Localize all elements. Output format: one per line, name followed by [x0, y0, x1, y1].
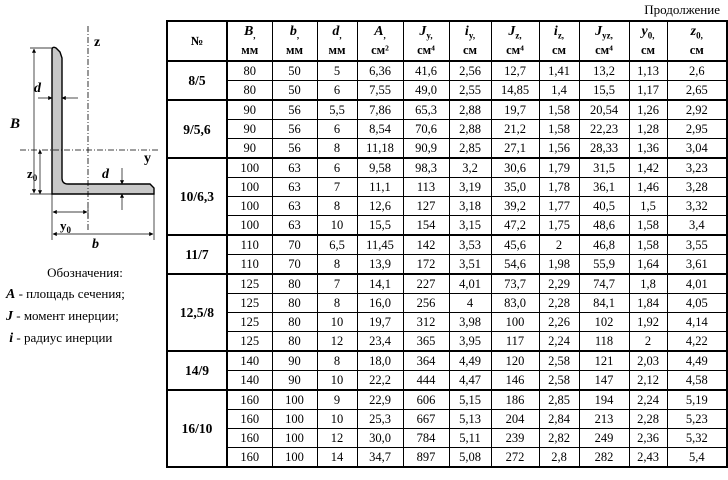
- table-row: [167, 139, 727, 159]
- table-cell: 1,58: [539, 120, 579, 139]
- legend-item-inertia: J - момент инерции;: [6, 308, 119, 324]
- table-cell: 56: [272, 139, 317, 159]
- table-row: [167, 448, 727, 468]
- column-header: $b_,$ мм: [272, 21, 317, 61]
- table-cell: 13,9: [357, 255, 403, 275]
- table-row: [167, 313, 727, 332]
- table-cell: 6: [317, 120, 357, 139]
- table-cell: 90,9: [403, 139, 449, 159]
- table-cell: 2,29: [539, 274, 579, 294]
- table-cell: 256: [403, 294, 449, 313]
- table-cell: 4,14: [667, 313, 727, 332]
- table-cell: 100: [272, 410, 317, 429]
- table-cell: 2,58: [539, 371, 579, 391]
- table-cell: 15,5: [579, 81, 629, 101]
- table-cell: 1,77: [539, 197, 579, 216]
- table-cell: 3,51: [449, 255, 491, 275]
- table-cell: 90: [227, 139, 272, 159]
- profile-number-cell: 16/10: [167, 390, 227, 467]
- table-row: [167, 197, 727, 216]
- legend-title: Обозначения:: [47, 265, 123, 280]
- table-cell: 4,01: [667, 274, 727, 294]
- column-header: $A_,$ см²: [357, 21, 403, 61]
- table-cell: 140: [227, 371, 272, 391]
- table-cell: 249: [579, 429, 629, 448]
- profile-number-cell: 11/7: [167, 235, 227, 274]
- y-axis-label: y: [144, 151, 151, 166]
- table-cell: 20,54: [579, 100, 629, 120]
- table-cell: 2,85: [539, 390, 579, 410]
- table-cell: 12,6: [357, 197, 403, 216]
- table-cell: 100: [227, 197, 272, 216]
- table-cell: 8: [317, 255, 357, 275]
- table-cell: 113: [403, 178, 449, 197]
- table-cell: 10: [317, 313, 357, 332]
- table-cell: 4,22: [667, 332, 727, 352]
- table-cell: 63: [272, 216, 317, 236]
- table-cell: 5: [317, 61, 357, 81]
- table-cell: 2,82: [539, 429, 579, 448]
- table-cell: 84,1: [579, 294, 629, 313]
- table-cell: 120: [491, 351, 539, 371]
- table-cell: 14,85: [491, 81, 539, 101]
- table-row: [167, 81, 727, 101]
- table-cell: 11,18: [357, 139, 403, 159]
- table-cell: 6,5: [317, 235, 357, 255]
- table-cell: 35,0: [491, 178, 539, 197]
- table-cell: 11,45: [357, 235, 403, 255]
- table-cell: 98,3: [403, 158, 449, 178]
- profile-number-cell: 10/6,3: [167, 158, 227, 235]
- table-cell: 312: [403, 313, 449, 332]
- table-cell: 117: [491, 332, 539, 352]
- table-cell: 3,4: [667, 216, 727, 236]
- table-cell: 36,1: [579, 178, 629, 197]
- table-row: [167, 158, 727, 178]
- table-row: [167, 294, 727, 313]
- table-cell: 125: [227, 294, 272, 313]
- table-cell: 28,33: [579, 139, 629, 159]
- table-cell: 2,26: [539, 313, 579, 332]
- table-cell: 2,84: [539, 410, 579, 429]
- table-cell: 65,3: [403, 100, 449, 120]
- table-cell: 1,84: [629, 294, 667, 313]
- table-cell: 4,47: [449, 371, 491, 391]
- table-cell: 30,6: [491, 158, 539, 178]
- table-cell: 47,2: [491, 216, 539, 236]
- table-cell: 80: [227, 81, 272, 101]
- table-cell: 1,46: [629, 178, 667, 197]
- column-header: №: [167, 21, 227, 61]
- table-cell: 2,92: [667, 100, 727, 120]
- table-cell: 55,9: [579, 255, 629, 275]
- table-cell: 2,12: [629, 371, 667, 391]
- table-cell: 1,8: [629, 274, 667, 294]
- table-cell: 5,19: [667, 390, 727, 410]
- table-cell: 3,53: [449, 235, 491, 255]
- table-cell: 444: [403, 371, 449, 391]
- table-cell: 239: [491, 429, 539, 448]
- column-header: $J_{yz,}$ см⁴: [579, 21, 629, 61]
- table-cell: 80: [272, 313, 317, 332]
- table-cell: 2,88: [449, 120, 491, 139]
- table-cell: 10: [317, 410, 357, 429]
- table-cell: 172: [403, 255, 449, 275]
- table-cell: 1,64: [629, 255, 667, 275]
- table-row: [167, 429, 727, 448]
- table-cell: 110: [227, 255, 272, 275]
- table-cell: 8: [317, 294, 357, 313]
- table-cell: 54,6: [491, 255, 539, 275]
- table-cell: 5,5: [317, 100, 357, 120]
- table-cell: 56: [272, 120, 317, 139]
- table-cell: 90: [272, 351, 317, 371]
- table-cell: 3,23: [667, 158, 727, 178]
- table-cell: 31,5: [579, 158, 629, 178]
- table-cell: 160: [227, 448, 272, 468]
- table-cell: 48,6: [579, 216, 629, 236]
- table-cell: 4,58: [667, 371, 727, 391]
- table-cell: 110: [227, 235, 272, 255]
- table-cell: 1,26: [629, 100, 667, 120]
- profile-number-cell: 14/9: [167, 351, 227, 390]
- table-row: [167, 235, 727, 255]
- table-cell: 140: [227, 351, 272, 371]
- table-cell: 272: [491, 448, 539, 468]
- table-cell: 2,36: [629, 429, 667, 448]
- table-cell: 15,5: [357, 216, 403, 236]
- table-row: [167, 255, 727, 275]
- table-cell: 5,13: [449, 410, 491, 429]
- column-header: $J_{y,}$ см⁴: [403, 21, 449, 61]
- table-row: [167, 274, 727, 294]
- table-cell: 194: [579, 390, 629, 410]
- table-cell: 2,58: [539, 351, 579, 371]
- table-cell: 4: [449, 294, 491, 313]
- table-cell: 2,28: [539, 294, 579, 313]
- table-row: [167, 390, 727, 410]
- table-cell: 5,23: [667, 410, 727, 429]
- table-cell: 125: [227, 313, 272, 332]
- table-cell: 213: [579, 410, 629, 429]
- table-cell: 3,98: [449, 313, 491, 332]
- table-cell: 1,58: [629, 216, 667, 236]
- table-cell: 22,9: [357, 390, 403, 410]
- z0-label: $z_0$: [27, 166, 38, 183]
- table-cell: 2,55: [449, 81, 491, 101]
- table-cell: 63: [272, 197, 317, 216]
- column-header: $i_{y,}$ см: [449, 21, 491, 61]
- table-cell: 90: [272, 371, 317, 391]
- table-cell: 186: [491, 390, 539, 410]
- table-cell: 3,28: [667, 178, 727, 197]
- table-cell: 7: [317, 274, 357, 294]
- table-cell: 5,08: [449, 448, 491, 468]
- column-header: $y_{0,}$ см: [629, 21, 667, 61]
- table-cell: 3,61: [667, 255, 727, 275]
- table-cell: 6,36: [357, 61, 403, 81]
- table-row: [167, 100, 727, 120]
- table-cell: 4,49: [449, 351, 491, 371]
- legend: [6, 262, 164, 349]
- table-cell: 100: [272, 390, 317, 410]
- table-cell: 22,23: [579, 120, 629, 139]
- table-cell: 40,5: [579, 197, 629, 216]
- table-cell: 1,36: [629, 139, 667, 159]
- angle-properties-table: [166, 20, 728, 468]
- table-cell: 3,19: [449, 178, 491, 197]
- table-cell: 125: [227, 274, 272, 294]
- table-cell: 5,4: [667, 448, 727, 468]
- table-cell: 19,7: [357, 313, 403, 332]
- table-cell: 365: [403, 332, 449, 352]
- d-label-bottom: d: [102, 167, 109, 182]
- table-cell: 2,43: [629, 448, 667, 468]
- table-cell: 2,24: [629, 390, 667, 410]
- table-cell: 70: [272, 255, 317, 275]
- table-cell: 100: [272, 448, 317, 468]
- table-cell: 12,7: [491, 61, 539, 81]
- table-cell: 12: [317, 429, 357, 448]
- table-cell: 100: [272, 429, 317, 448]
- table-cell: 2,95: [667, 120, 727, 139]
- table-cell: 4,05: [667, 294, 727, 313]
- table-cell: 364: [403, 351, 449, 371]
- table-cell: 160: [227, 429, 272, 448]
- column-header: $d_,$ мм: [317, 21, 357, 61]
- table-cell: 12: [317, 332, 357, 352]
- table-cell: 8,54: [357, 120, 403, 139]
- table-cell: 6: [317, 158, 357, 178]
- d-label-top: d: [34, 81, 41, 96]
- table-cell: 7: [317, 178, 357, 197]
- table-cell: 2,6: [667, 61, 727, 81]
- table-cell: 45,6: [491, 235, 539, 255]
- table-cell: 73,7: [491, 274, 539, 294]
- table-cell: 80: [227, 61, 272, 81]
- table-cell: 63: [272, 178, 317, 197]
- table-cell: 16,0: [357, 294, 403, 313]
- table-cell: 9: [317, 390, 357, 410]
- table-cell: 100: [227, 178, 272, 197]
- table-cell: 118: [579, 332, 629, 352]
- table-cell: 3,32: [667, 197, 727, 216]
- table-cell: 4,01: [449, 274, 491, 294]
- table-cell: 125: [227, 332, 272, 352]
- table-cell: 8: [317, 139, 357, 159]
- table-cell: 100: [227, 216, 272, 236]
- table-cell: 74,7: [579, 274, 629, 294]
- table-cell: 160: [227, 410, 272, 429]
- table-cell: 2,56: [449, 61, 491, 81]
- table-cell: 9,58: [357, 158, 403, 178]
- table-cell: 1,17: [629, 81, 667, 101]
- table-cell: 5,11: [449, 429, 491, 448]
- table-cell: 22,2: [357, 371, 403, 391]
- table-cell: 1,58: [629, 235, 667, 255]
- table-cell: 25,3: [357, 410, 403, 429]
- table-cell: 1,4: [539, 81, 579, 101]
- continuation-label: Продолжение: [644, 2, 720, 17]
- table-row: [167, 61, 727, 81]
- table-cell: 34,7: [357, 448, 403, 468]
- table-cell: 121: [579, 351, 629, 371]
- table-cell: 80: [272, 332, 317, 352]
- table-cell: 227: [403, 274, 449, 294]
- table-cell: 127: [403, 197, 449, 216]
- table-row: [167, 351, 727, 371]
- angle-section-diagram: [0, 18, 162, 248]
- table-cell: 46,8: [579, 235, 629, 255]
- table-cell: 3,15: [449, 216, 491, 236]
- table-cell: 8: [317, 197, 357, 216]
- table-cell: 1,92: [629, 313, 667, 332]
- table-cell: 10: [317, 216, 357, 236]
- table-row: [167, 332, 727, 352]
- table-row: [167, 371, 727, 391]
- table-cell: 50: [272, 81, 317, 101]
- table-cell: 3,55: [667, 235, 727, 255]
- column-header: $J_{z,}$ см⁴: [491, 21, 539, 61]
- table-cell: 90: [227, 120, 272, 139]
- table-cell: 1,58: [539, 100, 579, 120]
- table-cell: 2: [539, 235, 579, 255]
- table-cell: 1,56: [539, 139, 579, 159]
- profile-number-cell: 12,5/8: [167, 274, 227, 351]
- table-cell: 154: [403, 216, 449, 236]
- table-cell: 14: [317, 448, 357, 468]
- table-cell: 204: [491, 410, 539, 429]
- table-cell: 70: [272, 235, 317, 255]
- table-cell: 1,41: [539, 61, 579, 81]
- table-cell: 2,85: [449, 139, 491, 159]
- table-cell: 21,2: [491, 120, 539, 139]
- table-cell: 39,2: [491, 197, 539, 216]
- table-cell: 4,49: [667, 351, 727, 371]
- table-cell: 11,1: [357, 178, 403, 197]
- table-row: [167, 178, 727, 197]
- table-cell: 3,18: [449, 197, 491, 216]
- table-cell: 1,79: [539, 158, 579, 178]
- column-header: $B_,$ мм: [227, 21, 272, 61]
- table-cell: 80: [272, 274, 317, 294]
- table-cell: 18,0: [357, 351, 403, 371]
- table-cell: 50: [272, 61, 317, 81]
- table-cell: 1,13: [629, 61, 667, 81]
- table-cell: 3,04: [667, 139, 727, 159]
- z-axis-label: z: [94, 35, 101, 50]
- table-cell: 102: [579, 313, 629, 332]
- table-cell: 897: [403, 448, 449, 468]
- table-cell: 282: [579, 448, 629, 468]
- table-row: [167, 410, 727, 429]
- B-label: B: [10, 116, 21, 132]
- table-cell: 3,95: [449, 332, 491, 352]
- table-cell: 80: [272, 294, 317, 313]
- profile-number-cell: 8/5: [167, 61, 227, 100]
- profile-number-cell: 9/5,6: [167, 100, 227, 158]
- table-cell: 3,2: [449, 158, 491, 178]
- table-cell: 5,32: [667, 429, 727, 448]
- table-cell: 7,86: [357, 100, 403, 120]
- table-row: [167, 216, 727, 236]
- table-cell: 10: [317, 371, 357, 391]
- table-cell: 41,6: [403, 61, 449, 81]
- table-cell: 1,42: [629, 158, 667, 178]
- table-cell: 2,8: [539, 448, 579, 468]
- table-cell: 90: [227, 100, 272, 120]
- table-cell: 56: [272, 100, 317, 120]
- table-cell: 100: [227, 158, 272, 178]
- table-header-row: [167, 21, 727, 61]
- table-cell: 1,28: [629, 120, 667, 139]
- table-cell: 8: [317, 351, 357, 371]
- table-cell: 7,55: [357, 81, 403, 101]
- table-cell: 6: [317, 81, 357, 101]
- table-cell: 2,24: [539, 332, 579, 352]
- table-cell: 49,0: [403, 81, 449, 101]
- table-cell: 19,7: [491, 100, 539, 120]
- table-cell: 784: [403, 429, 449, 448]
- table-cell: 2,65: [667, 81, 727, 101]
- table-cell: 2,28: [629, 410, 667, 429]
- y0-label: $y_0$: [60, 218, 71, 235]
- table-row: [167, 120, 727, 139]
- table-cell: 14,1: [357, 274, 403, 294]
- column-header: $z_{0,}$ см: [667, 21, 727, 61]
- table-cell: 2: [629, 332, 667, 352]
- table-cell: 2,88: [449, 100, 491, 120]
- table-cell: 606: [403, 390, 449, 410]
- table-cell: 142: [403, 235, 449, 255]
- column-header: $i_{z,}$ см: [539, 21, 579, 61]
- table-cell: 1,75: [539, 216, 579, 236]
- table-cell: 100: [491, 313, 539, 332]
- legend-item-area: A - площадь сечения;: [6, 286, 125, 302]
- table-cell: 2,03: [629, 351, 667, 371]
- table-cell: 70,6: [403, 120, 449, 139]
- table-cell: 1,98: [539, 255, 579, 275]
- table-cell: 5,15: [449, 390, 491, 410]
- table-cell: 13,2: [579, 61, 629, 81]
- legend-item-radius: i - радиус инерции: [9, 330, 113, 346]
- table-cell: 160: [227, 390, 272, 410]
- table-cell: 1,78: [539, 178, 579, 197]
- table-cell: 146: [491, 371, 539, 391]
- b-label: b: [92, 237, 99, 248]
- table-cell: 63: [272, 158, 317, 178]
- table-cell: 23,4: [357, 332, 403, 352]
- table-cell: 147: [579, 371, 629, 391]
- table-cell: 83,0: [491, 294, 539, 313]
- table-cell: 667: [403, 410, 449, 429]
- table-cell: 1,5: [629, 197, 667, 216]
- table-cell: 30,0: [357, 429, 403, 448]
- table-cell: 27,1: [491, 139, 539, 159]
